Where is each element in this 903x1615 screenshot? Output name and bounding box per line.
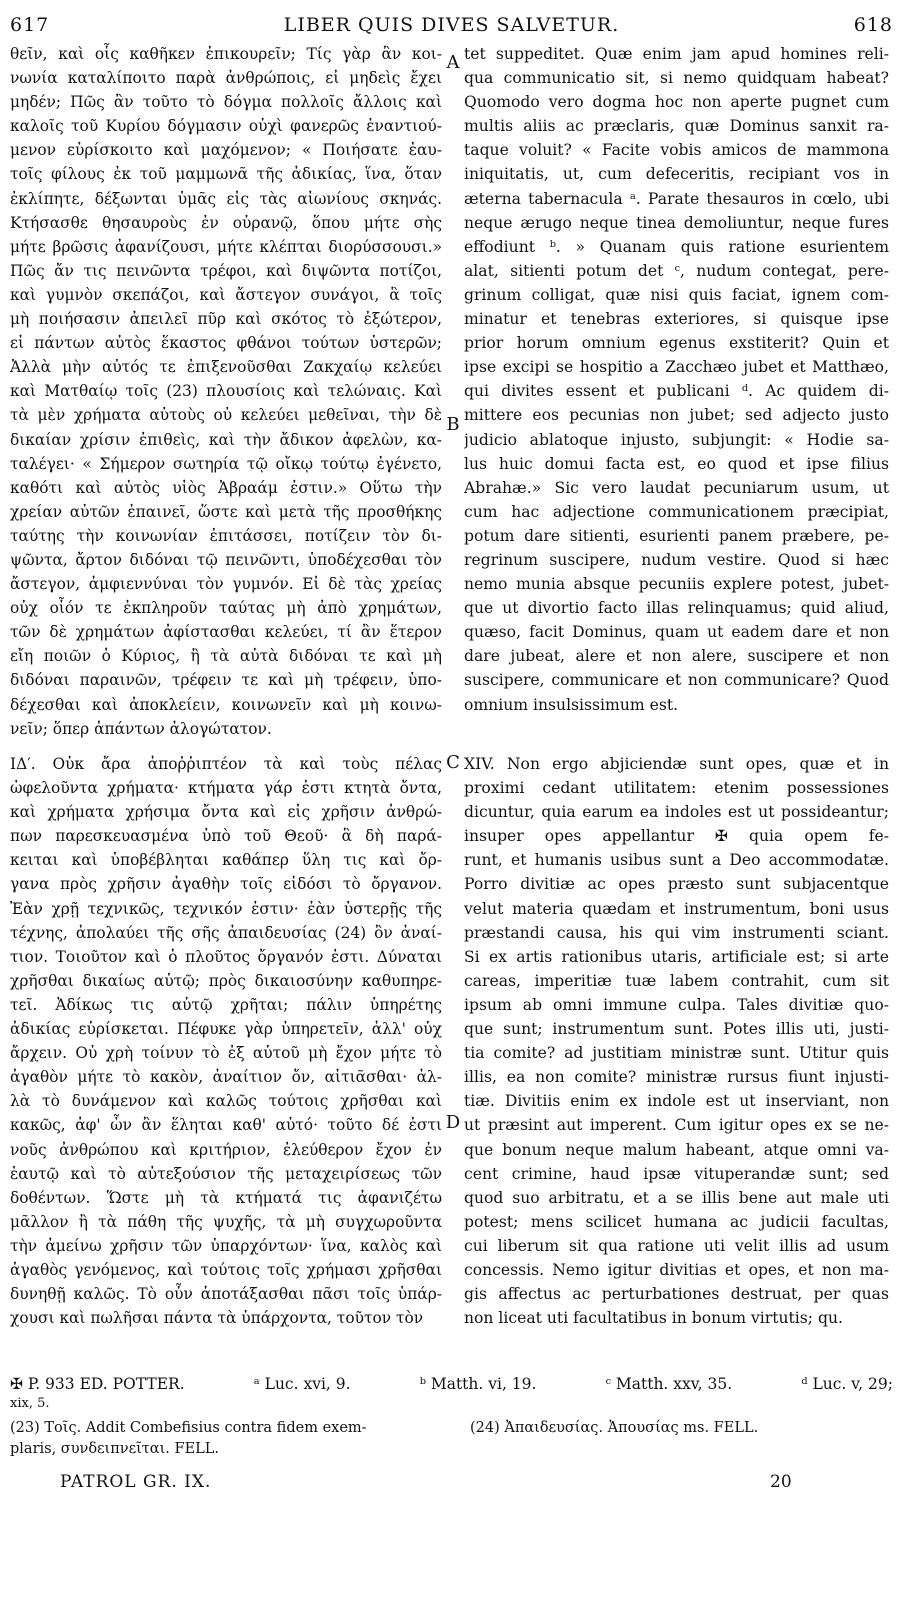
text-line: πων παρεσκευασμένα ὑπὸ τοῦ Θεοῦ· ἃ δὴ παρά- — [10, 827, 442, 846]
text-line: cum hac adjectione communicationem præcipiat, — [464, 502, 889, 521]
text-line: ὠφελοῦντα χρήματα· κτήματα γάρ ἐστι κτητὰ ὄντα, — [10, 779, 442, 798]
text-line: δικαίαν χρίσιν ἐπιθεὶς, καὶ τὴν ἄδικον ἀφελὼν, κα- — [10, 430, 442, 449]
reference-d: ᵈ Luc. v, 29; — [801, 1375, 893, 1393]
text-line: gis affectus ac perturbationes destruat, per quas — [464, 1285, 889, 1304]
text-line: velut materia quædam et instrumentum, boni usus — [464, 899, 889, 918]
text-line: insuper opes appellantur ✠ quia opem fe- — [464, 827, 889, 846]
text-line: ταλέγει· « Σήμερον σωτηρία τῷ οἴκῳ τούτῳ ἐγένετο, — [10, 454, 442, 473]
text-line: ΙΔ′. Οὐκ ἄρα ἀποῤῥιπτέον τὰ καὶ τοὺς πέλας — [10, 755, 442, 773]
text-line: τῶν δὲ χρημάτων ἀφίστασθαι κελεύει, τί ἂν ἕτερον — [10, 623, 442, 642]
text-line: δοθέντων. Ὥστε μὴ τὰ κτήματά τις ἀφανιζέτω — [10, 1188, 442, 1207]
text-line: judicio ablatoque injusto, subjungit: « Hodie sa- — [464, 430, 889, 449]
text-line: τοῖς φίλους ἐκ τοῦ μαμμωνᾶ τῆς ἀδικίας, ἵνα, ὅταν — [10, 165, 442, 184]
text-line: Abrahæ.» Sic vero laudat pecuniarum usum, ut — [464, 478, 889, 497]
text-line: χρείαν αὐτῶν ἐπαινεῖ, ὥστε καὶ μετὰ τῆς προσθήκης — [10, 502, 442, 521]
text-line: potest; mens scilicet humana ac judicii facultas, — [464, 1212, 889, 1231]
latin-column-section-1 — [464, 42, 889, 717]
text-line: proximi cedant utilitatem: etenim possessiones — [464, 779, 889, 798]
text-line: ἑαυτῷ καὶ τὸ αὐτεξούσιον τῆς μεταχειρίσεως τῶν — [10, 1164, 442, 1183]
scripture-references — [10, 1372, 893, 1412]
text-line: καὶ χρήματα χρήσιμα ὄντα καὶ εἰς χρῆσιν ἀνθρώ- — [10, 803, 442, 822]
text-line: neque ærugo neque tinea demoliuntur, neque fures — [464, 213, 889, 232]
text-line: τιον. Τοιοῦτον καὶ ὁ πλοῦτος ὄργανόν ἐστι. Δύναται — [10, 947, 442, 966]
signature-number: 20 — [770, 1472, 792, 1492]
text-line: minatur et tenebras exteriores, si quisque ipse — [464, 310, 889, 329]
text-line: νοῦς ἀνθρώπου καὶ κριτήριον, ἐλεύθερον ἔχον ἐν — [10, 1140, 442, 1159]
text-line: Porro divitiæ ac opes præsto sunt subjacentque — [464, 875, 889, 894]
text-line: ἐκλίπητε, δέξωνται ὑμᾶς εἰς τὰς αἰωνίους σκηνάς. — [10, 189, 442, 208]
text-line: τεῖ. Ἀδίκως τις αὐτῷ χρῆται; πάλιν ὑπηρέτης — [10, 995, 442, 1014]
text-line: taque voluit? « Facite vobis amicos de mammona — [464, 141, 889, 160]
text-line: Si ex artis rationibus utaris, artificiale est; si arte — [464, 947, 889, 966]
text-line: lus huic domui facta est, eo quod et ipse filius — [464, 454, 889, 473]
text-line: cui liberum sit qua ratione uti velit illis ad usum — [464, 1236, 889, 1255]
reference-c: ᶜ Matth. xxv, 35. — [605, 1375, 733, 1393]
text-line: cent crimine, haud ipsæ vituperandæ sunt; sed — [464, 1164, 889, 1183]
text-line: prior horum omnium egenus exstiterit? Quin et — [464, 334, 889, 353]
text-line: nemo munia absque pecuniis explere potest, jubet- — [464, 575, 889, 594]
note-23 — [10, 1418, 430, 1460]
note-24: (24) Ἀπαιδευσίας. Ἀπουσίας ms. FELL. — [470, 1420, 759, 1436]
text-line: suscipere, communicare et non communicare? Quod — [464, 671, 889, 690]
text-line: τὰ μὲν χρήματα αὐτοὺς οὐ κελεύει μεθεῖναι, τὴν δὲ — [10, 406, 442, 425]
page-header — [10, 14, 893, 40]
text-line: ipse excipi se hospitio a Zacchæo jubet et Matthæo, — [464, 358, 889, 377]
text-line: εἴη ποιῶν ὁ Κύριος, ἢ τὰ αὐτὰ διδόναι τε καὶ μὴ — [10, 647, 442, 666]
text-line: iniquitatis, ut, cum defeceritis, recipiant vos in — [464, 165, 889, 184]
text-line: μὴ ποιήσασιν ἀπειλεῖ πῦρ καὶ σκότος τὸ ἐξώτερον, — [10, 310, 442, 329]
text-line: æterna tabernacula ᵃ. Parate thesauros in cœlo, ubi — [464, 189, 889, 208]
text-line: quod suo arbitratu, et a se illis bene aut male uti — [464, 1188, 889, 1207]
text-line: καθότι καὶ αὐτὸς υἱὸς Ἀβραάμ ἐστιν.» Οὕτω τὴν — [10, 478, 442, 497]
running-title: LIBER QUIS DIVES SALVETUR. — [283, 14, 620, 36]
text-line: νεῖν; ὅπερ ἁπάντων ἀλογώτατον. — [10, 719, 272, 738]
text-line: μενον εὑρίσκοιτο καὶ μαχόμενον; « Ποιήσατε ἑαυ- — [10, 141, 442, 160]
text-line: tiæ. Divitiis enim ex indole est ut inserviant, non — [464, 1092, 889, 1111]
text-line: ἀγαθὸς γενόμενος, καὶ τούτοις τοῖς χρήμασι χρῆσθαι — [10, 1260, 442, 1279]
section-marker-c: C — [446, 752, 460, 773]
text-line: mittere eos pecunias non jubet; sed adjecto justo — [464, 406, 889, 425]
reference-a: ᵃ Luc. xvi, 9. — [253, 1375, 351, 1393]
text-line: tet suppeditet. Quæ enim jam apud homines reli- — [464, 45, 889, 63]
text-line: alat, sitienti potum det ᶜ, nudum contegat, pere- — [464, 261, 889, 280]
text-line: καὶ Ματθαίῳ τοῖς (23) πλουσίοις καὶ τελώναις. Καὶ — [10, 382, 442, 401]
section-marker-b: B — [446, 414, 460, 435]
text-line: qua communicatio sit, si nemo quidquam habeat? — [464, 69, 889, 88]
text-line: ἀδικίας εὑρίσκεται. Πέφυκε γὰρ ὑπηρετεῖν, ἀλλ' οὐχ — [10, 1020, 442, 1039]
text-line: runt, et humanis usibus sunt a Deo accommodatæ. — [464, 851, 889, 870]
text-line: καὶ γυμνὸν σκεπάζοι, καὶ ἄστεγον συνάγοι, ἃ τοῖς — [10, 285, 442, 304]
text-line: τὴν ἀμείνω χρῆσιν τῶν ὑπαρχόντων· ἵνα, καλὸς καὶ — [10, 1236, 442, 1255]
left-page-number: 617 — [10, 14, 50, 36]
text-line: ψῶντα, ἄρτον διδόναι τῷ πεινῶντι, ὑποδέχεσθαι τὸν — [10, 550, 442, 569]
text-line: θεῖν, καὶ οἷς καθῆκεν ἐπικουρεῖν; Τίς γὰρ ἂν κοι- — [10, 45, 442, 63]
text-line: διδόναι παραινῶν, τρέφειν τε καὶ μὴ τρέφειν, ὑπο- — [10, 671, 442, 690]
text-line: χρῆσθαι δικαίως αὐτῷ; πρὸς δικαιοσύνην καθυπηρε- — [10, 971, 442, 990]
text-line: χουσι καὶ πωλῆσαι πάντα τὰ ὑπάρχοντα, τοῦτον τὸν — [10, 1309, 424, 1328]
text-line: ipsum ab omni immune culpa. Tales divitiæ quo- — [464, 995, 889, 1014]
text-line: λὰ τὸ δυνάμενον καὶ καλῶς τούτοις χρῆσθαι καὶ — [10, 1092, 442, 1111]
text-line: Quomodo vero dogma hoc non aperte pugnet cum — [464, 93, 889, 112]
text-line: ἄστεγον, ἀμφιεννύναι τὸν γυμνόν. Εἰ δὲ τὰς χρείας — [10, 575, 442, 594]
text-line: δυνηθῇ καλῶς. Τὸ οὖν ἀποτάξασθαι πᾶσι τοῖς ὑπάρ- — [10, 1285, 442, 1304]
text-line: illis, ea non comite? ministræ rursus fiunt injusti- — [464, 1068, 889, 1087]
text-line: Κτήσασθε θησαυροὺς ἐν οὐρανῷ, ὅπου μήτε σὴς — [10, 213, 442, 232]
text-line: omnium insulsissimum est. — [464, 695, 679, 714]
text-line: careas, imperitiæ tuæ labem contrahit, cum sit — [464, 971, 889, 990]
text-line: regrinum suscipere, nudum vestire. Quod si hæc — [464, 550, 889, 569]
text-line: ut præsint aut imperent. Cum igitur opes ex se ne- — [464, 1116, 889, 1135]
latin-column-section-2 — [464, 752, 889, 1330]
text-line: δέχεσθαι καὶ ἀποκλείειν, κοινωνεῖν καὶ μὴ κοινω- — [10, 695, 442, 714]
text-line: Ἀλλὰ μὴν αὐτός τε ἐπιξενοῦσθαι Ζακχαίῳ κελεύει — [10, 358, 442, 377]
reference-b: ᵇ Matth. vi, 19. — [419, 1375, 537, 1393]
text-line: qui divites essent et publicani ᵈ. Ac quidem di- — [464, 382, 889, 401]
text-line: effodiunt ᵇ. » Quanam quis ratione esurientem — [464, 237, 889, 256]
text-line: μήτε βρῶσις ἀφανίζουσι, μήτε κλέπται διορύσσουσι.» — [10, 237, 442, 256]
greek-column-section-1 — [10, 42, 442, 741]
text-line: κειται καὶ ὑποβέβληται καθάπερ ὕλη τις καὶ ὄρ- — [10, 851, 442, 870]
text-line: multis aliis ac præclaris, quæ Dominus sanxit ra- — [464, 117, 889, 136]
section-marker-d: D — [445, 1112, 461, 1133]
text-line: μᾶλλον ἢ τὰ πάθη τῆς ψυχῆς, τὰ μὴ συγχωροῦντα — [10, 1212, 442, 1231]
text-line: potum dare sitienti, esurienti panem præbere, pe- — [464, 526, 889, 545]
text-line: γανα πρὸς χρῆσιν ἀγαθὴν τοῖς εἰδόσι τὸ ὄργανον. — [10, 875, 442, 894]
section-marker-a: A — [446, 52, 460, 73]
note-23-line-2: plaris, συνδειπνεῖται. FELL. — [10, 1441, 220, 1457]
text-line: que sunt; instrumentum sunt. Potes illis uti, justi- — [464, 1020, 889, 1039]
text-line: τέχνης, ἀπολαύει τῆς σῆς ἀπαιδευσίας (24) ὂν ἀναί- — [10, 923, 442, 942]
text-line: Πῶς ἄν τις πεινῶντα τρέφοι, καὶ διψῶντα ποτίζοι, — [10, 261, 442, 280]
text-line: non liceat uti facultatibus in bonum virtutis; qu. — [464, 1309, 843, 1328]
text-line: XIV. Non ergo abjiciendæ sunt opes, quæ et in — [464, 755, 889, 773]
text-line: μηδέν; Πῶς ἂν τοῦτο τὸ δόγμα πολλοῖς ἄλλοις καὶ — [10, 93, 442, 112]
text-line: καλοῖς τοῦ Κυρίου δόγμασιν οὐχὶ φανερῶς ἐναντιού- — [10, 117, 442, 136]
text-line: ἀγαθὸν μήτε τὸ κακὸν, ἀναίτιον ὄν, αἰτιᾶσθαι· ἀλ- — [10, 1068, 442, 1087]
text-line: ταύτης τὴν κοινωνίαν ἐπιτάσσει, ποτίζειν τὸν δι- — [10, 526, 442, 545]
text-line: que bonum neque malum habeant, atque omni va- — [464, 1140, 889, 1159]
text-line: ἄρχειν. Οὐ χρὴ τοίνυν τὸ ἐξ αὐτοῦ μὴ ἔχον μήτε τὸ — [10, 1044, 442, 1063]
text-line: præstandi causa, his qui vim instrumenti sciant. — [464, 923, 889, 942]
note-23-line-1: (23) Τοῖς. Addit Combefisius contra fidem exem- — [10, 1420, 367, 1436]
text-line: tia comite? ad justitiam ministræ sunt. Utitur quis — [464, 1044, 889, 1063]
text-line: quæso, facit Dominus, quam ut eadem dare et non — [464, 623, 889, 642]
text-line: εἰ πάντων αὐτὸς ἕκαστος φθάνοι τούτων ὑστερῶν; — [10, 334, 442, 353]
volume-signature: PATROL GR. IX. — [60, 1472, 212, 1492]
text-line: κακῶς, ἀφ' ὧν ἂν ἕληται καθ' αὐτό· τοῦτο δέ ἐστι — [10, 1116, 442, 1135]
greek-column-section-2 — [10, 752, 442, 1330]
potter-reference: ✠ P. 933 ED. POTTER. — [10, 1375, 185, 1393]
reference-d-continuation: xix, 5. — [10, 1396, 50, 1411]
text-line: Ἐὰν χρῇ τεχνικῶς, τεχνικόν ἐστιν· ἐὰν ὑστερῇς τῆς — [10, 899, 442, 918]
right-page-number: 618 — [853, 14, 893, 36]
text-line: νωνία καταλίποιτο παρὰ ἀνθρώποις, εἰ μηδεὶς ἔχει — [10, 69, 442, 88]
text-line: dare jubeat, alere et non alere, suscipere et non — [464, 647, 889, 666]
text-line: dicuntur, quia earum ea indoles est ut possideantur; — [464, 803, 889, 822]
text-line: οὐχ οἷόν τε ἐκπληροῦν ταύτας μὴ ἀπὸ χρημάτων, — [10, 599, 442, 618]
text-line: que ut divortio facto illas relinquamus; quid aliud, — [464, 599, 889, 618]
text-line: concessis. Nemo igitur divitias et opes, et non ma- — [464, 1260, 889, 1279]
text-line: grinum colligat, quæ nisi quis faciat, ignem com- — [464, 285, 889, 304]
